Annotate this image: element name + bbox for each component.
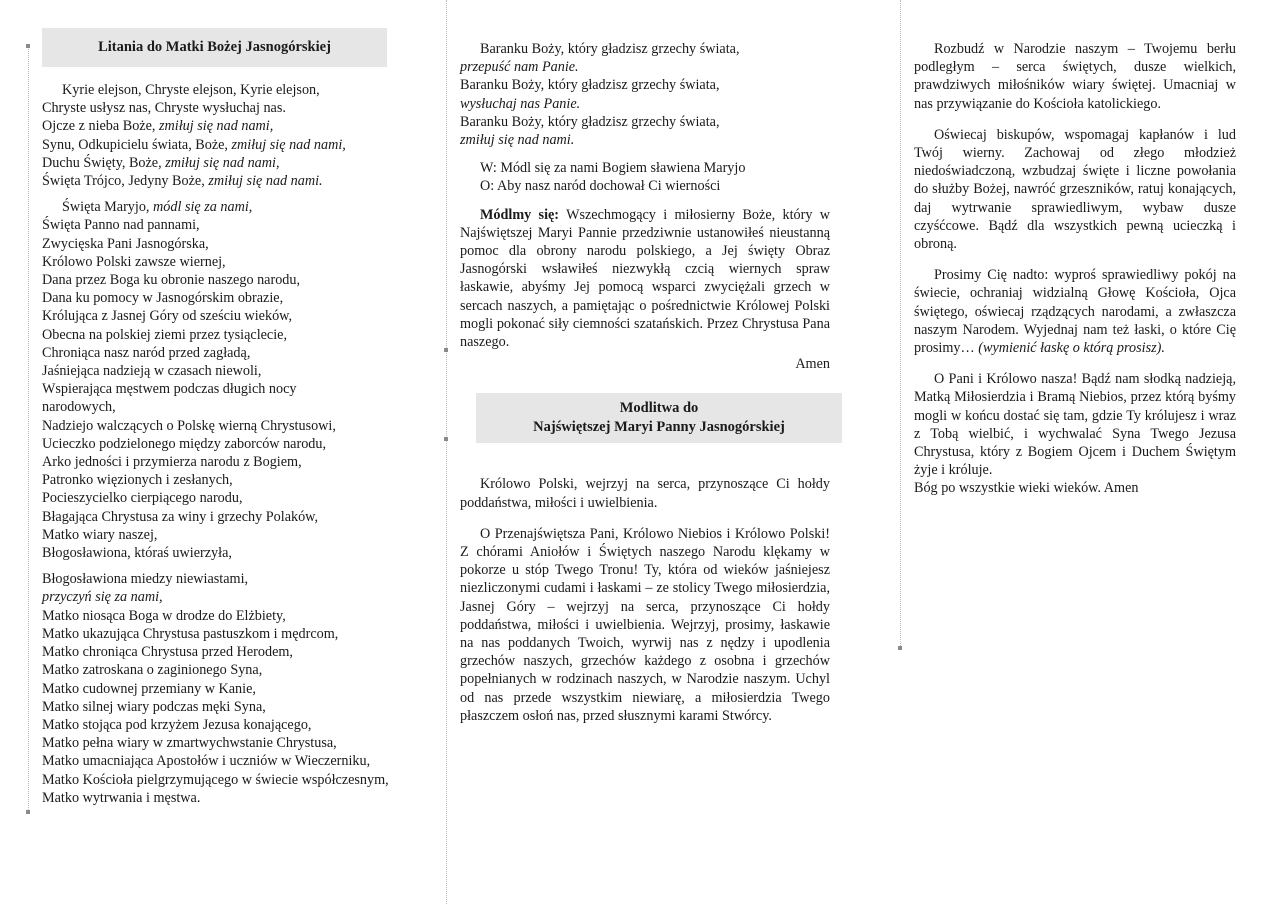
lamb-of-god-block [460, 40, 830, 149]
litany-line [42, 544, 430, 562]
invocation-text: Matko stojąca pod krzyżem Jezusa konającego, [42, 716, 312, 733]
invocation-text: Królowo Polski zawsze wiernej, [42, 253, 226, 270]
litany-line [42, 136, 430, 154]
invocation-text: Obecna na polskiej ziemi przez tysiąclecie, [42, 326, 288, 343]
response-text: przepuść nam Panie. [460, 59, 579, 76]
litany-line [42, 216, 430, 234]
lamb-lines [460, 40, 830, 149]
invocation-text: Nadziejo walczących o Polskę wierną Chrystusowi, [42, 417, 336, 434]
prayer-paragraph: Królowo Polski, wejrzyj na serca, przynoszące Ci hołdy poddaństwa, miłości i uwielbienia. [460, 476, 830, 511]
litany-line [460, 76, 830, 94]
invocation-text: Święta Maryjo, [62, 199, 154, 216]
litany-line [42, 81, 430, 99]
response-text: wysłuchaj nas Panie. [460, 95, 581, 112]
litany-line [460, 58, 830, 76]
invocation-text: Ojcze z nieba Boże, [42, 118, 159, 135]
prayer-text: Prosimy Cię nadto: wyproś sprawiedliwy pokój na świecie, ochraniaj widzialną Głowę Kościoła, Ojca świętego, oświecaj rządzących narodami, a zwłaszcza naszym Narodem. Wyjednaj nam też łaski, o które Cię prosimy… [914, 267, 1236, 357]
invocation-text: Matko zatroskana o zaginionego Syna, [42, 662, 263, 679]
invocation-text: Matko niosąca Boga w drodze do Elżbiety, [42, 607, 286, 624]
closing-prayer [460, 206, 830, 352]
litany-line [42, 271, 430, 289]
litany-line [42, 99, 430, 117]
invocation-text: Dana przez Boga ku obronie naszego narodu, [42, 272, 301, 289]
litany-line [460, 40, 830, 58]
versicle-response [460, 159, 876, 195]
invocation-text: Ucieczko podzielonego między zaborców narodu, [42, 435, 327, 452]
invocation-text: Błagająca Chrystusa za winy i grzechy Polaków, [42, 508, 319, 525]
litany-line [42, 643, 430, 661]
prayer-final-line: Bóg po wszystkie wieki wieków. Amen [914, 480, 1139, 497]
litany-line [42, 172, 430, 190]
litany-line [42, 607, 430, 625]
amen-line: Amen [795, 356, 830, 373]
litany-line [42, 771, 430, 789]
invocation-text: Matko ukazująca Chrystusa pastuszkom i mędrcom, [42, 625, 339, 642]
litany-line [42, 235, 430, 253]
litany-line [42, 570, 430, 588]
prayer-paragraph [914, 266, 1236, 357]
prayer-title-line1: Modlitwa do [619, 400, 699, 417]
response-text: módl się za nami, [153, 199, 253, 216]
litany-line [42, 661, 430, 679]
litany-line [42, 508, 430, 526]
litany-line [42, 734, 430, 752]
litany-line [42, 344, 430, 362]
prayer-body-middle [460, 475, 830, 725]
invocation-text: Matko Kościoła pielgrzymującego w świecie współczesnym, [42, 771, 389, 788]
litany-line [42, 326, 430, 344]
litany-line [42, 198, 430, 216]
litany-line [42, 471, 430, 489]
prayer-paragraph: Rozbudź w Narodzie naszym – Twojemu berłu podległym – serca świętych, dusze wielkich, prawdziwych miłośników wiary świętej. Umacniaj w nas przywiązanie do Kościoła katolickiego. [914, 41, 1236, 112]
litany-block-kyrie [42, 81, 430, 190]
litany-line [42, 680, 430, 698]
invocation-text: Zwycięska Pani Jasnogórska, [42, 235, 209, 252]
prayer-paragraph: O Przenajświętsza Pani, Królowo Niebios i Królowo Polski! Z chórami Aniołów i Świętych naszego Narodu klękamy w pokorze u stóp Twego Tronu! Ty, która od wieków jaśniejesz niezliczonymi cudami i łaskami – ze stolicy Twego miłosierdzia, Jasnej Góry – wejrzyj na serca, przynoszące Ci hołdy poddaństwa, miłości i uwielbienia. Wejrzyj, prosimy, łaskawie na nas poddanych Twoich, wyrwij nas z nędzy i upodlenia grzechów naszych, grzechów każdego z osobna i grzechów popełnianych w rodzinach naszych, w Narodzie naszym. Uchyl od nas przede wszystkim niewiarę, a miłosierdzia Twego płaszczem osłoń nas, przed słusznymi karami Stwórcy. [460, 525, 830, 724]
invocation-text: Królująca z Jasnej Góry od sześciu wieków, [42, 308, 293, 325]
invocation-text: Błogosławiona, któraś uwierzyła, [42, 545, 232, 562]
invocation-text: Synu, Odkupicielu świata, Boże, [42, 136, 232, 153]
prayer-body-right [914, 40, 1236, 498]
prayer-paragraph: Oświecaj biskupów, wspomagaj kapłanów i lud Twój wierny. Zachowaj od złego młodzież niedoświadczoną, wzbudzaj święte i liczne powołania do służby Bożej, nawróć grzeszników, ratuj konających, daj wytrwanie sprawiedliwym, wybaw dusze czyśćcowe. Bądź dla wszystkich pewną ucieczką i obroną. [914, 126, 1236, 253]
litany-line [42, 453, 430, 471]
litany-line [42, 398, 430, 416]
invocation-text: Chryste usłysz nas, Chryste wysłuchaj nas. [42, 100, 286, 117]
invocation-text: Błogosławiona miedzy niewiastami, [42, 571, 249, 588]
response-text: zmiłuj się nad nami, [165, 154, 280, 171]
litany-line [42, 526, 430, 544]
invocation-text: Święta Panno nad pannami, [42, 217, 200, 234]
response-text: zmiłuj się nad nami, [231, 136, 346, 153]
litany-line [42, 417, 430, 435]
litany-line [42, 307, 430, 325]
prayer-title-line2: Najświętszej Maryi Panny Jasnogórskiej [533, 419, 785, 436]
invocation-text: Matko cudownej przemiany w Kanie, [42, 680, 256, 697]
invocation-text: Wspierająca męstwem podczas długich nocy [42, 381, 297, 398]
column-litany [0, 0, 430, 904]
litany-line [42, 362, 430, 380]
invocation-text: Dana ku pomocy w Jasnogórskim obrazie, [42, 290, 284, 307]
litany-line [42, 154, 430, 172]
prayer-instruction: (wymienić łaskę o którą prosisz). [978, 340, 1165, 357]
response-text: przyczyń się za nami, [42, 589, 163, 606]
litany-line [42, 489, 430, 507]
column-middle [446, 0, 876, 904]
litany-line [42, 435, 430, 453]
invocation-text: narodowych, [42, 399, 116, 416]
litany-title: Litania do Matki Bożej Jasnogórskiej [42, 28, 387, 67]
litany-block-mary [42, 198, 430, 562]
invocation-text: Matko wytrwania i męstwa. [42, 789, 201, 806]
litany-line [42, 588, 430, 606]
litany-line [42, 625, 430, 643]
invocation-text: Baranku Boży, który gładzisz grzechy świata, [460, 113, 720, 130]
response-text: zmiłuj się nad nami. [460, 132, 575, 149]
invocation-text: Baranku Boży, który gładzisz grzechy świata, [480, 41, 740, 57]
response-text: zmiłuj się nad nami, [159, 118, 274, 135]
invocation-text: Matko wiary naszej, [42, 526, 158, 543]
prayer-text: Wszechmogący i miłosierny Boże, który w Najświętszej Maryi Pannie przedziwnie ustanowiłeś nieustanną pomoc dla obrony narodu polskiego, a Jej święty Obraz Jasnogórski wsławiłeś niezwykłą czcią wiernych spraw łaskawie, abyśmy Jej pomocą wsparci zwyciężali grzech w sercach naszych, a pamiętając o pośrednictwie Królowej Polski mogli pokonać siły ciemności szatańskich. Przez Chrystusa Pana naszego. [460, 206, 830, 351]
litany-line [42, 716, 430, 734]
invocation-text: Pocieszycielko cierpiącego narodu, [42, 490, 243, 507]
invocation-text: Jaśniejąca nadzieją w czasach niewoli, [42, 363, 262, 380]
litany-line [42, 117, 430, 135]
invocation-text: Matko silnej wiary podczas męki Syna, [42, 698, 266, 715]
invocation-text: Patronko więzionych i zesłanych, [42, 472, 233, 489]
litany-line [42, 380, 430, 398]
litany-invocations [42, 81, 430, 807]
litany-line [42, 289, 430, 307]
invocation-text: Baranku Boży, który gładzisz grzechy świata, [460, 77, 720, 94]
invocation-text: Arko jedności i przymierza narodu z Bogiem, [42, 454, 302, 471]
prayer-title [476, 393, 842, 443]
litany-block-mother [42, 570, 430, 807]
response-text: zmiłuj się nad nami. [208, 173, 323, 190]
invocation-text: Duchu Święty, Boże, [42, 154, 166, 171]
invocation-text: Chroniąca nasz naród przed zagładą, [42, 344, 251, 361]
invocation-text: Matko chroniąca Chrystusa przed Herodem, [42, 644, 293, 661]
litany-line [42, 789, 430, 807]
versicle-line: W: Módl się za nami Bogiem sławiena Maryjo [480, 160, 746, 177]
litany-line [460, 113, 830, 131]
prayer-label: Módlmy się: [480, 206, 560, 223]
invocation-text: Matko umacniająca Apostołów i uczniów w Wieczerniku, [42, 753, 371, 770]
litany-line [460, 131, 830, 149]
litany-line [42, 752, 430, 770]
column-right [900, 0, 1280, 904]
invocation-text: Matko pełna wiary w zmartwychwstanie Chrystusa, [42, 735, 337, 752]
response-line: O: Aby nasz naród dochował Ci wierności [480, 178, 721, 195]
litany-line [42, 698, 430, 716]
invocation-text: Kyrie elejson, Chryste elejson, Kyrie elejson, [62, 82, 320, 98]
litany-line [460, 95, 830, 113]
litany-line [42, 253, 430, 271]
invocation-text: Święta Trójco, Jedyny Boże, [42, 173, 209, 190]
prayer-paragraph: O Pani i Królowo nasza! Bądź nam słodką nadzieją, Matką Miłosierdzia i Bramą Niebios, przez którą byśmy mogli w końcu dostać się tam, gdzie Ty królujesz i wraz z Tobą wielbić, i wychwalać Syna Twego Jezusa Chrystusa, który z Bogiem Ojcem i Duchem Świętym żyje i króluje. [914, 371, 1236, 479]
